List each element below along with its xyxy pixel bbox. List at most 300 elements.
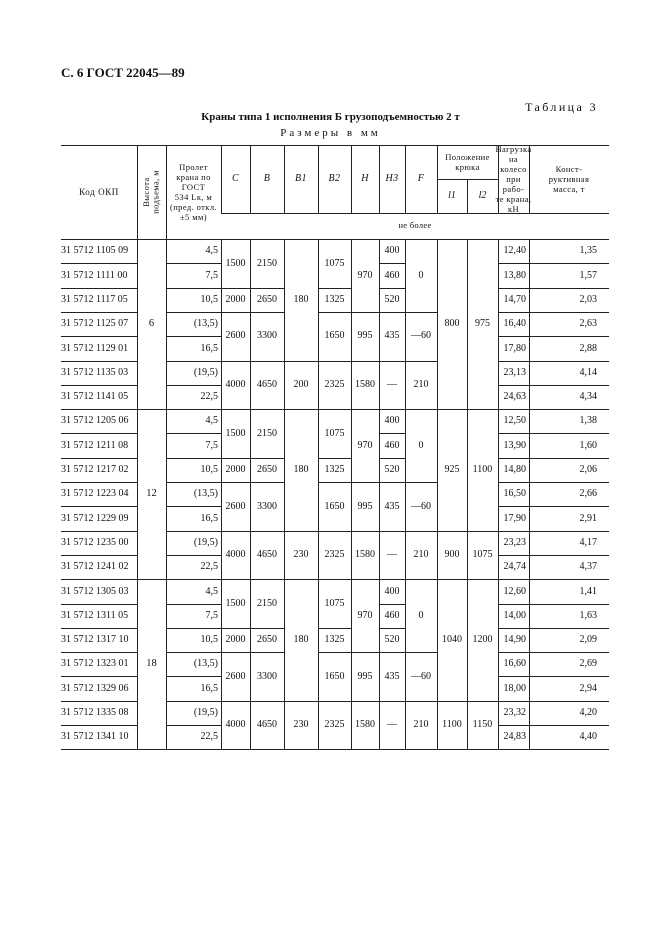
group-F: 0 [418, 439, 424, 451]
row-mass: 2,09 [579, 634, 597, 646]
not-more-caption: не более [398, 220, 432, 231]
row-rule [166, 458, 221, 459]
row-rule [437, 531, 467, 532]
group-H: 1580 [355, 719, 375, 731]
group-B1: 180 [293, 634, 309, 646]
row-rule [221, 482, 250, 483]
row-rule [250, 361, 284, 362]
units-caption: Размеры в мм [280, 127, 381, 139]
group-H3: — [387, 379, 397, 391]
row-mass: 2,63 [579, 318, 597, 330]
row-rule [529, 676, 609, 677]
row-code: 31 5712 1329 06 [61, 682, 129, 694]
row-load: 17,80 [503, 342, 526, 354]
row-rule [529, 288, 609, 289]
row-code: 31 5712 1105 09 [61, 245, 129, 257]
row-rule [437, 701, 467, 702]
group-B2: 1650 [324, 330, 345, 342]
row-rule [166, 385, 221, 386]
row-rule [166, 628, 221, 629]
group-l2: 1150 [472, 719, 493, 731]
row-mass: 4,34 [579, 391, 597, 403]
row-rule [61, 701, 137, 702]
row-rule [498, 458, 529, 459]
column-header-mass-line: руктивная [548, 173, 590, 184]
row-rule [61, 628, 137, 629]
row-code: 31 5712 1341 10 [61, 731, 129, 743]
row-mass: 4,17 [579, 536, 597, 548]
group-C: 2000 [225, 293, 246, 305]
row-rule [405, 361, 437, 362]
row-code: 31 5712 1323 01 [61, 658, 129, 670]
row-span: 22,5 [200, 391, 218, 403]
row-rule [379, 263, 405, 264]
group-l2: 1200 [472, 634, 493, 646]
header-column-rule [529, 145, 530, 213]
group-H3: 460 [384, 609, 400, 621]
row-rule [221, 458, 250, 459]
row-rule [498, 336, 529, 337]
group-H3: 435 [384, 330, 400, 342]
group-H3: 520 [384, 464, 400, 476]
group-B: 2150 [257, 427, 277, 439]
column-header-mass-line: масса, т [553, 184, 585, 194]
group-C: 2000 [225, 464, 246, 476]
group-B: 4650 [257, 719, 277, 731]
row-rule [284, 361, 318, 362]
column-rule [284, 239, 285, 749]
group-B2: 1325 [324, 464, 345, 476]
row-rule [61, 385, 137, 386]
group-B1: 230 [293, 719, 309, 731]
row-mass: 1,38 [579, 415, 597, 427]
group-height: 6 [148, 318, 155, 330]
group-H3: 520 [384, 293, 400, 305]
row-rule [351, 361, 379, 362]
column-rule [498, 239, 499, 749]
row-rule [498, 652, 529, 653]
row-mass: 1,57 [579, 269, 597, 281]
column-header-load-line: кН [507, 204, 520, 215]
row-rule [405, 531, 437, 532]
row-rule [351, 531, 379, 532]
row-rule [498, 676, 529, 677]
group-F: 210 [413, 379, 429, 391]
row-rule [529, 531, 609, 532]
row-rule [166, 482, 221, 483]
group-H: 995 [357, 330, 373, 342]
row-rule [250, 482, 284, 483]
column-header-H3: H3 [385, 173, 399, 185]
group-l1: 1040 [442, 634, 462, 646]
column-header-l2: l2 [478, 190, 487, 202]
column-header-mass-line: Конст- [555, 163, 583, 174]
group-B2: 1075 [324, 257, 345, 269]
row-rule [166, 361, 221, 362]
group-F: 210 [413, 549, 429, 561]
row-mass: 4,20 [579, 707, 597, 719]
row-code: 31 5712 1305 03 [61, 585, 129, 597]
header-column-rule [318, 145, 319, 213]
column-header-span-line: 534 Lк, м [174, 192, 213, 202]
row-rule [379, 628, 405, 629]
group-H3: 460 [384, 439, 400, 451]
table-bottom-border [61, 749, 609, 750]
column-rule [467, 239, 468, 749]
row-rule [250, 288, 284, 289]
row-mass: 4,37 [579, 561, 597, 573]
row-rule [318, 652, 351, 653]
column-header-l1: l1 [448, 190, 456, 202]
row-load: 16,60 [503, 658, 526, 670]
row-rule [529, 725, 609, 726]
row-mass: 1,41 [579, 585, 597, 597]
row-rule [498, 433, 529, 434]
row-rule [250, 652, 284, 653]
row-rule [379, 531, 405, 532]
row-load: 23,32 [503, 707, 526, 719]
group-B: 3300 [257, 500, 277, 512]
row-span: 7,5 [205, 439, 218, 451]
row-load: 12,40 [503, 245, 526, 257]
row-rule [498, 701, 529, 702]
row-code: 31 5712 1217 02 [61, 464, 129, 476]
row-rule [529, 385, 609, 386]
row-rule [529, 652, 609, 653]
row-rule [61, 555, 137, 556]
row-code: 31 5712 1141 05 [61, 391, 129, 403]
row-rule [250, 531, 284, 532]
table-top-border [61, 145, 609, 146]
column-rule [318, 239, 319, 749]
row-load: 13,90 [503, 439, 526, 451]
row-load: 14,00 [503, 609, 526, 621]
row-rule [529, 628, 609, 629]
row-rule [166, 652, 221, 653]
row-rule [166, 336, 221, 337]
row-rule [467, 701, 498, 702]
row-rule [166, 555, 221, 556]
header-column-rule [437, 145, 438, 213]
group-H3: 460 [384, 269, 400, 281]
group-B2: 2325 [324, 549, 345, 561]
row-span: (19,5) [193, 707, 218, 719]
row-rule [166, 701, 221, 702]
row-rule [498, 385, 529, 386]
row-span: 4,5 [205, 245, 218, 257]
row-rule [61, 458, 137, 459]
group-B2: 1075 [324, 597, 345, 609]
row-span: 22,5 [200, 561, 218, 573]
group-H3: 400 [384, 245, 400, 257]
row-rule [379, 482, 405, 483]
row-load: 23,23 [503, 536, 526, 548]
group-C: 2000 [225, 634, 246, 646]
row-mass: 2,06 [579, 464, 597, 476]
group-C: 2600 [225, 670, 246, 682]
row-rule [61, 336, 137, 337]
group-B2: 1325 [324, 293, 345, 305]
header-rule [221, 213, 609, 214]
group-B: 2650 [257, 293, 277, 305]
row-rule [379, 652, 405, 653]
row-rule [166, 531, 221, 532]
row-rule [405, 652, 437, 653]
row-rule [61, 288, 137, 289]
group-B: 2150 [257, 257, 277, 269]
row-rule [529, 506, 609, 507]
group-B: 2150 [257, 597, 277, 609]
row-rule [529, 604, 609, 605]
row-code: 31 5712 1311 05 [61, 609, 129, 621]
row-rule [351, 701, 379, 702]
row-rule [498, 506, 529, 507]
row-span: 10,5 [200, 634, 218, 646]
column-header-B2: B2 [328, 173, 341, 185]
row-rule [250, 458, 284, 459]
group-rule [61, 579, 609, 580]
row-rule [318, 458, 351, 459]
group-H: 995 [357, 670, 373, 682]
column-header-B1: B1 [295, 173, 307, 185]
column-header-height-text [142, 170, 161, 214]
row-rule [379, 288, 405, 289]
group-F: 0 [418, 269, 424, 281]
row-span: 16,5 [200, 342, 218, 354]
row-rule [221, 628, 250, 629]
group-l2: 1075 [472, 549, 493, 561]
row-code: 31 5712 1205 06 [61, 415, 129, 427]
group-H: 970 [357, 439, 373, 451]
group-B2: 1650 [324, 670, 345, 682]
row-code: 31 5712 1117 05 [61, 293, 128, 305]
row-rule [61, 725, 137, 726]
row-rule [284, 701, 318, 702]
column-rule [437, 239, 438, 749]
row-rule [166, 263, 221, 264]
row-rule [498, 604, 529, 605]
group-H: 970 [357, 269, 373, 281]
row-rule [166, 676, 221, 677]
header-column-rule [221, 145, 222, 213]
group-B2: 2325 [324, 379, 345, 391]
header-column-rule [137, 145, 138, 239]
row-mass: 1,60 [579, 439, 597, 451]
row-rule [318, 312, 351, 313]
row-rule [351, 312, 379, 313]
row-rule [379, 361, 405, 362]
row-rule [529, 482, 609, 483]
column-header-height [137, 145, 166, 239]
row-rule [284, 531, 318, 532]
group-B: 2650 [257, 464, 277, 476]
row-load: 18,00 [503, 682, 526, 694]
group-C: 4000 [225, 549, 246, 561]
row-rule [166, 288, 221, 289]
row-rule [379, 701, 405, 702]
group-B2: 2325 [324, 719, 345, 731]
row-rule [250, 312, 284, 313]
row-rule [166, 433, 221, 434]
row-rule [61, 312, 137, 313]
header-column-rule [405, 145, 406, 213]
row-rule [318, 628, 351, 629]
row-load: 12,60 [503, 585, 526, 597]
row-rule [529, 555, 609, 556]
group-B1: 180 [293, 294, 309, 305]
group-C: 1500 [225, 257, 246, 269]
group-F: —60 [411, 670, 431, 682]
row-span: 10,5 [200, 464, 218, 476]
column-header-kod: Код ОКП [79, 186, 119, 197]
row-rule [351, 652, 379, 653]
row-span: 10,5 [200, 293, 218, 305]
row-mass: 4,40 [579, 731, 597, 743]
group-B: 4650 [257, 379, 277, 391]
row-rule [250, 701, 284, 702]
group-B2: 1075 [324, 427, 345, 439]
group-H3: — [387, 549, 397, 561]
column-rule [379, 239, 380, 749]
group-H3: 435 [384, 500, 400, 512]
group-H3: 520 [384, 634, 400, 646]
group-height: 12 [146, 488, 157, 500]
row-code: 31 5712 1317 10 [61, 634, 129, 646]
row-rule [61, 482, 137, 483]
row-load: 12,50 [503, 415, 526, 427]
row-rule [529, 361, 609, 362]
column-rule [351, 239, 352, 749]
row-load: 16,50 [503, 488, 526, 500]
row-rule [529, 433, 609, 434]
row-rule [166, 312, 221, 313]
group-l2: 1100 [472, 464, 493, 476]
column-header-span [166, 145, 221, 239]
group-F: —60 [411, 500, 431, 512]
header-column-rule [498, 145, 499, 213]
header-column-rule [379, 145, 380, 213]
row-span: 7,5 [205, 269, 218, 281]
row-load: 24,83 [503, 731, 526, 743]
group-l2: 975 [475, 318, 490, 330]
row-rule [405, 312, 437, 313]
row-load: 23,13 [503, 366, 526, 378]
group-H3: 400 [384, 585, 400, 597]
group-B: 3300 [257, 670, 277, 682]
group-F: 0 [418, 609, 424, 621]
group-rule [61, 409, 609, 410]
row-rule [221, 312, 250, 313]
group-H: 1580 [355, 549, 375, 561]
row-mass: 2,03 [579, 293, 597, 305]
header-column-rule [250, 145, 251, 213]
row-span: 4,5 [205, 585, 218, 597]
row-rule [467, 531, 498, 532]
group-C: 4000 [225, 379, 246, 391]
group-B1: 180 [293, 464, 309, 476]
row-load: 13,80 [503, 269, 526, 281]
group-l1: 925 [444, 464, 460, 476]
row-rule [379, 312, 405, 313]
column-header-C: C [231, 173, 240, 185]
column-rule [529, 239, 530, 749]
row-code: 31 5712 1235 00 [61, 536, 129, 548]
row-rule [498, 288, 529, 289]
row-rule [61, 652, 137, 653]
row-span: 22,5 [200, 731, 218, 743]
row-mass: 1,63 [579, 609, 597, 621]
table-label: Таблица 3 [525, 100, 598, 114]
row-load: 17,90 [503, 512, 526, 524]
row-mass: 2,91 [579, 512, 597, 524]
column-header-load-line: при рабо- [502, 174, 525, 195]
row-mass: 2,66 [579, 488, 597, 500]
group-B: 4650 [257, 549, 277, 561]
row-rule [318, 701, 351, 702]
column-header-B: B [263, 173, 271, 185]
row-mass: 1,35 [579, 245, 597, 257]
row-rule [61, 531, 137, 532]
group-H3: — [387, 719, 397, 731]
row-load: 14,70 [503, 293, 526, 305]
table-title: Краны типа 1 исполнения Б грузоподъемностью 2 т [201, 111, 460, 123]
row-code: 31 5712 1125 07 [61, 318, 129, 330]
group-H: 1580 [355, 379, 375, 391]
row-rule [250, 628, 284, 629]
group-B1: 200 [293, 379, 309, 391]
row-rule [405, 482, 437, 483]
group-l1: 900 [444, 549, 460, 561]
group-F: 210 [413, 719, 429, 731]
column-rule [166, 239, 167, 749]
group-H3: 435 [384, 670, 400, 682]
group-l1: 1100 [442, 719, 462, 731]
row-rule [498, 263, 529, 264]
group-C: 1500 [225, 427, 246, 439]
row-span: 16,5 [200, 512, 218, 524]
row-span: (13,5) [193, 318, 218, 330]
row-rule [498, 725, 529, 726]
column-header-load-line: Нагрузка [495, 143, 532, 154]
column-header-hook-position [437, 145, 498, 179]
row-rule [351, 482, 379, 483]
group-C: 1500 [225, 597, 246, 609]
column-header-mass [529, 145, 609, 213]
column-header-load-line: те крана, [495, 194, 532, 205]
row-rule [61, 361, 137, 362]
row-rule [221, 701, 250, 702]
row-code: 31 5712 1129 01 [61, 342, 129, 354]
row-rule [318, 361, 351, 362]
row-rule [166, 506, 221, 507]
row-rule [379, 433, 405, 434]
row-load: 24,74 [503, 561, 526, 573]
group-H: 995 [357, 500, 373, 512]
group-F: —60 [411, 330, 431, 342]
column-header-height-line: Высота [141, 177, 152, 207]
row-code: 31 5712 1241 02 [61, 561, 129, 573]
column-header-load-line: на колесо [500, 153, 527, 174]
column-header-load [495, 143, 532, 215]
group-H: 970 [357, 609, 373, 621]
column-header-span-line: Пролет [179, 161, 208, 172]
row-rule [529, 263, 609, 264]
row-load: 14,90 [503, 634, 526, 646]
row-rule [379, 604, 405, 605]
row-span: 7,5 [205, 609, 218, 621]
row-span: (19,5) [193, 366, 218, 378]
row-rule [379, 458, 405, 459]
